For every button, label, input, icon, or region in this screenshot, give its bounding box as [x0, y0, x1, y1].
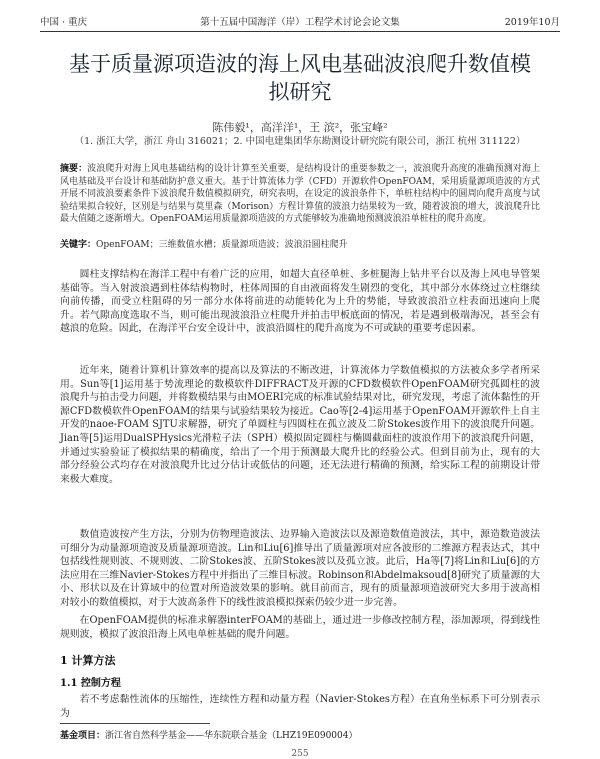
- paper-title: 基于质量源项造波的海上风电基础波浪爬升数值模拟研究: [69, 52, 531, 104]
- footnote-rule: [60, 723, 210, 724]
- subsection-heading-1-1: 1.1 控制方程: [60, 678, 121, 689]
- paragraph-text: 近年来，随着计算机计算效率的提高以及算法的不断改进，计算流体力学数值模拟的方法被众多学者所采用。Sun等[1]运用基于势流理论的数模软件DIFFRACT及开源的CFD数模软件OpenFOAM研究孤圆柱的波浪爬升与拍击受力问题，并将数模结果与由MOERI完成的标准试验结果对比，研究发现，考虑了流体黏性的开源CFD数模软件OpenFOAM的结果与试验结果较为接近。Cao等[2-4]运用基于OpenFOAM开源软件上自主开发的naoe-FOAM SJTU求解器，研究了单圆柱与四圆柱在孤立波及二阶Stokes波作用下的波浪爬升问题。Jian等[5]运用DualSPHysics光滑粒子法（SPH）模拟固定圆柱与椭圆截面柱的波浪作用下的波浪爬升问题，并通过实验验证了模拟结果的精确度，给出了一个用于预测最大爬升比的经验公式。但到目前为止，现有的大部分经验公式均存在对波浪爬升比过分估计或低估的问题，还无法进行精确的预测，给实际工程的前期设计带来极大难度。: [60, 365, 540, 485]
- abstract-text: 波浪爬升对海上风电基础结构的设计计算至关重要，是结构设计的重要参数之一，波浪爬升高度的准确预测对海上风电基础及平台设计和基础防护意义重大。基于计算流体力学（CFD）开源软件OpenFOAM，采用质量源项造波的方式开展不同波浪要素条件下波浪爬升数值模拟研究，研究表明，在设定的波浪条件下，单桩柱结构中的圆周向爬升高度与试验结果拟合较好，区别是与结果与莫里森（Morison）方程计算值的波浪力结果较为一致，随着波浪的增大，波浪爬升比最大值随之逐渐增大。OpenFOAM运用质量源项造波的方式能够较为准确地预测波浪沿单桩柱的爬升高度。: [60, 164, 540, 225]
- funding-text: 浙江省自然科学基金——华东院联合基金（LHZ19E090004）: [105, 731, 358, 741]
- keywords: [60, 237, 540, 250]
- paragraph-text: 在OpenFOAM提供的标准求解器interFOAM的基础上，通过进一步修改控制方程，添加源项，得到线性规则波，模拟了波浪沿海上风电单桩基础的爬升问题。: [60, 615, 540, 640]
- body-paragraph-5: [60, 693, 540, 720]
- funding-label: 基金项目：: [60, 731, 106, 741]
- abstract-label: 摘要：: [60, 164, 88, 174]
- section-heading-1: 1 计算方法: [60, 654, 116, 667]
- body-paragraph-4: [60, 614, 540, 641]
- affiliations: （1. 浙江大学，浙江 舟山 316021；2. 中国电建集团华东勘测设计研究院有限公司，浙江 杭州 311122）: [74, 136, 526, 147]
- header-proceedings: 第十五届中国海洋（岸）工程学术讨论会论文集: [200, 17, 400, 28]
- body-paragraph-3: [60, 528, 540, 610]
- header-rule: [40, 31, 560, 32]
- paragraph-text: 若不考虑黏性流体的压缩性，连续性方程和动量方程（Navier-Stokes方程）在直角坐标系下可分别表示为: [60, 694, 540, 719]
- paragraph-text: 数值造波按产生方法，分别为仿物理造波法、边界输入造波法以及源造数值造波法，其中，源造数造波法可细分为动量源项造波及质量源项造波。Lin和Liu[6]推导出了质量源项对应各波形的二维源方程表达式，其中包括线性规则波、不规则波、二阶Stokes波、五阶Stokes波以及孤立波。此后，Ha等[7]将Lin和Liu[6]的方法应用在三维Navier-Stokes方程中并指出了三维目标波。Robinson和Abdelmaksoud[8]研究了质量源的大小、形状以及在计算域中的位置对所造波效果的影响。就目前而言，现有的质量源项造波研究大多用于波高相对较小的数值模拟，对于大波高条件下的线性波浪模拟探索仍较少进一步完善。: [60, 529, 540, 608]
- page-number: 255: [291, 749, 309, 759]
- keywords-label: 关键字：: [60, 240, 97, 250]
- header-location: 中国 · 重庆: [40, 17, 88, 28]
- paragraph-text: 圆柱支撑结构在海洋工程中有着广泛的应用，如超大直径单桩、多桩腿海上钻井平台以及海上风电导管架基础等。当入射波浪遇到柱体结构物时，柱体周围的自由液面将发生剧烈的变化，其中部分水体绕过立柱继续向前传播，而受立柱阻碍的另一部分水体将前进的动能转化为上升的势能，导致波浪沿立柱表面迅速向上爬升。若气隙高度选取不当，则可能出现波浪沿立柱爬升并拍击甲板底面的情况，若是遇到极端海况，甚至会有越浪的危险。因此，在海洋平台安全设计中，波浪沿圆柱的爬升高度为不可或缺的重要考虑因素。: [60, 269, 540, 335]
- author-list: 陈伟毅¹，高洋洋¹，王 滨²，张宝峰²: [212, 121, 388, 134]
- header-date: 2019年10月: [504, 17, 560, 28]
- keywords-text: OpenFOAM；三维数值水槽；质量源项造波；波浪沿圆柱爬升: [96, 240, 348, 250]
- funding-footnote: [60, 728, 540, 741]
- abstract: [60, 163, 540, 226]
- body-paragraph-2: [60, 364, 540, 486]
- body-paragraph-1: [60, 268, 540, 336]
- running-header: [40, 14, 560, 28]
